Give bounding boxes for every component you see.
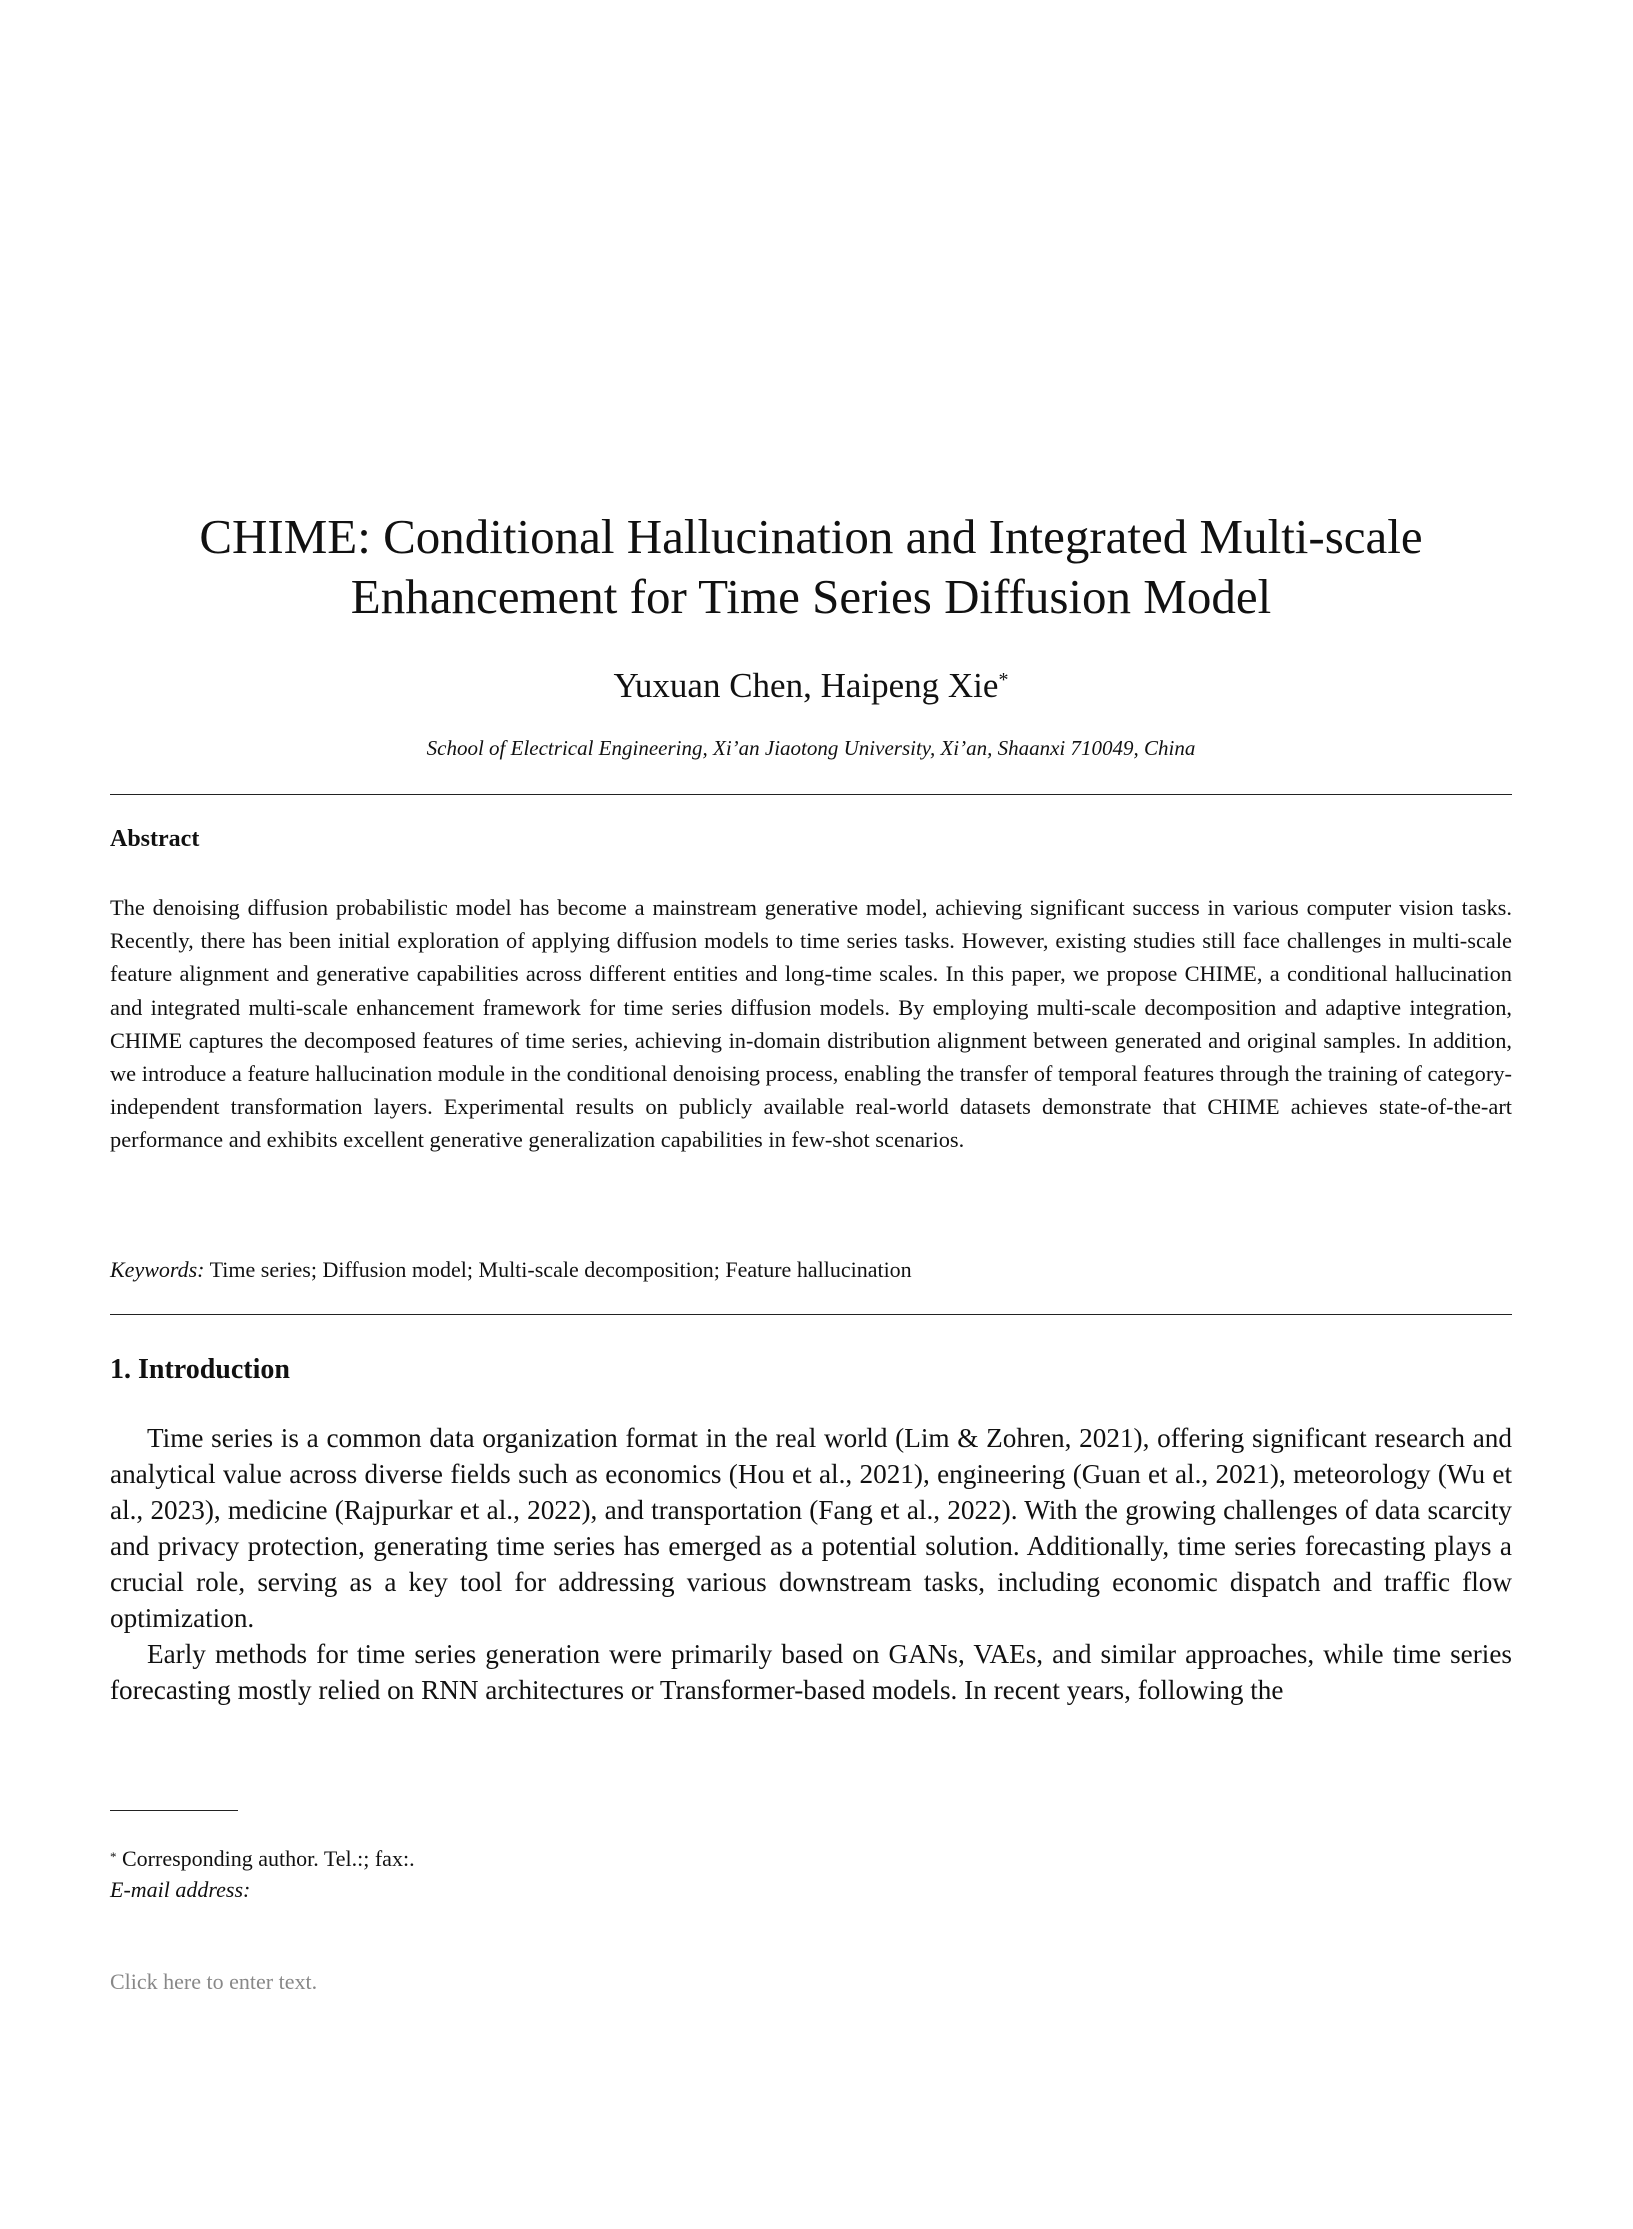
footnote: [110, 1843, 415, 1905]
abstract-heading: Abstract: [110, 826, 200, 852]
section-heading-introduction: 1. Introduction: [110, 1354, 290, 1385]
corresponding-author-mark: *: [998, 669, 1009, 691]
keywords: [110, 1255, 1512, 1285]
footnote-email-label: E-mail address:: [110, 1877, 251, 1902]
abstract-top-divider: [110, 794, 1512, 795]
keywords-text: Time series; Diffusion model; Multi-scale decomposition; Feature hallucination: [209, 1257, 912, 1282]
paper-title-line-2: Enhancement for Time Series Diffusion Model: [350, 569, 1272, 624]
paper-title-line-1: CHIME: Conditional Hallucination and Integrated Multi-scale: [199, 509, 1423, 564]
author-list: [110, 664, 1512, 708]
affiliation: School of Electrical Engineering, Xi’an Jiaotong University, Xi’an, Shaanxi 710049, China: [426, 736, 1196, 760]
footnote-mark: *: [110, 1849, 117, 1864]
author-names: Yuxuan Chen, Haipeng Xie: [613, 666, 999, 705]
introduction-body: [110, 1420, 1512, 1708]
footnote-corresponding-text: Corresponding author. Tel.:; fax:.: [122, 1846, 415, 1871]
abstract-text: The denoising diffusion probabilistic model has become a mainstream generative model, achieving significant success in various computer vision tasks. Recently, there has been initial exploration of applying diffusion models to time series tasks. However, existing studies still face challenges in multi-scale feature alignment and generative capabilities across different entities and long-time scales. In this paper, we propose CHIME, a conditional hallucination and integrated multi-scale enhancement framework for time series diffusion models. By employing multi-scale decomposition and adaptive integration, CHIME captures the decomposed features of time series, achieving in-domain distribution alignment between generated and original samples. In addition, we introduce a feature hallucination module in the conditional denoising process, enabling the transfer of temporal features through the training of category-independent transformation layers. Experimental results on publicly available real-world datasets demonstrate that CHIME achieves state-of-the-art performance and exhibits excellent generative generalization capabilities in few-shot scenarios.: [110, 895, 1512, 1153]
paper-title: [110, 507, 1512, 627]
abstract-bottom-divider: [110, 1314, 1512, 1315]
footnote-corresponding: [110, 1843, 415, 1874]
introduction-paragraph: Time series is a common data organization format in the real world (Lim & Zohren, 2021), offering significant research and analytical value across diverse fields such as economics (Hou et al., 2021), engineering (Guan et al., 2021), meteorology (Wu et al., 2023), medicine (Rajpurkar et al., 2022), and transportation (Fang et al., 2022). With the growing challenges of data scarcity and privacy protection, generating time series has emerged as a potential solution. Additionally, time series forecasting plays a crucial role, serving as a key tool for addressing various downstream tasks, including economic dispatch and traffic flow optimization.: [110, 1423, 1512, 1633]
footnote-divider: [110, 1810, 238, 1811]
text-placeholder-field[interactable]: Click here to enter text.: [110, 1969, 318, 1994]
introduction-paragraph: Early methods for time series generation were primarily based on GANs, VAEs, and similar approaches, while time series forecasting mostly relied on RNN architectures or Transformer-based models. In recent years, following the: [110, 1639, 1512, 1705]
keywords-label: Keywords:: [110, 1257, 205, 1282]
